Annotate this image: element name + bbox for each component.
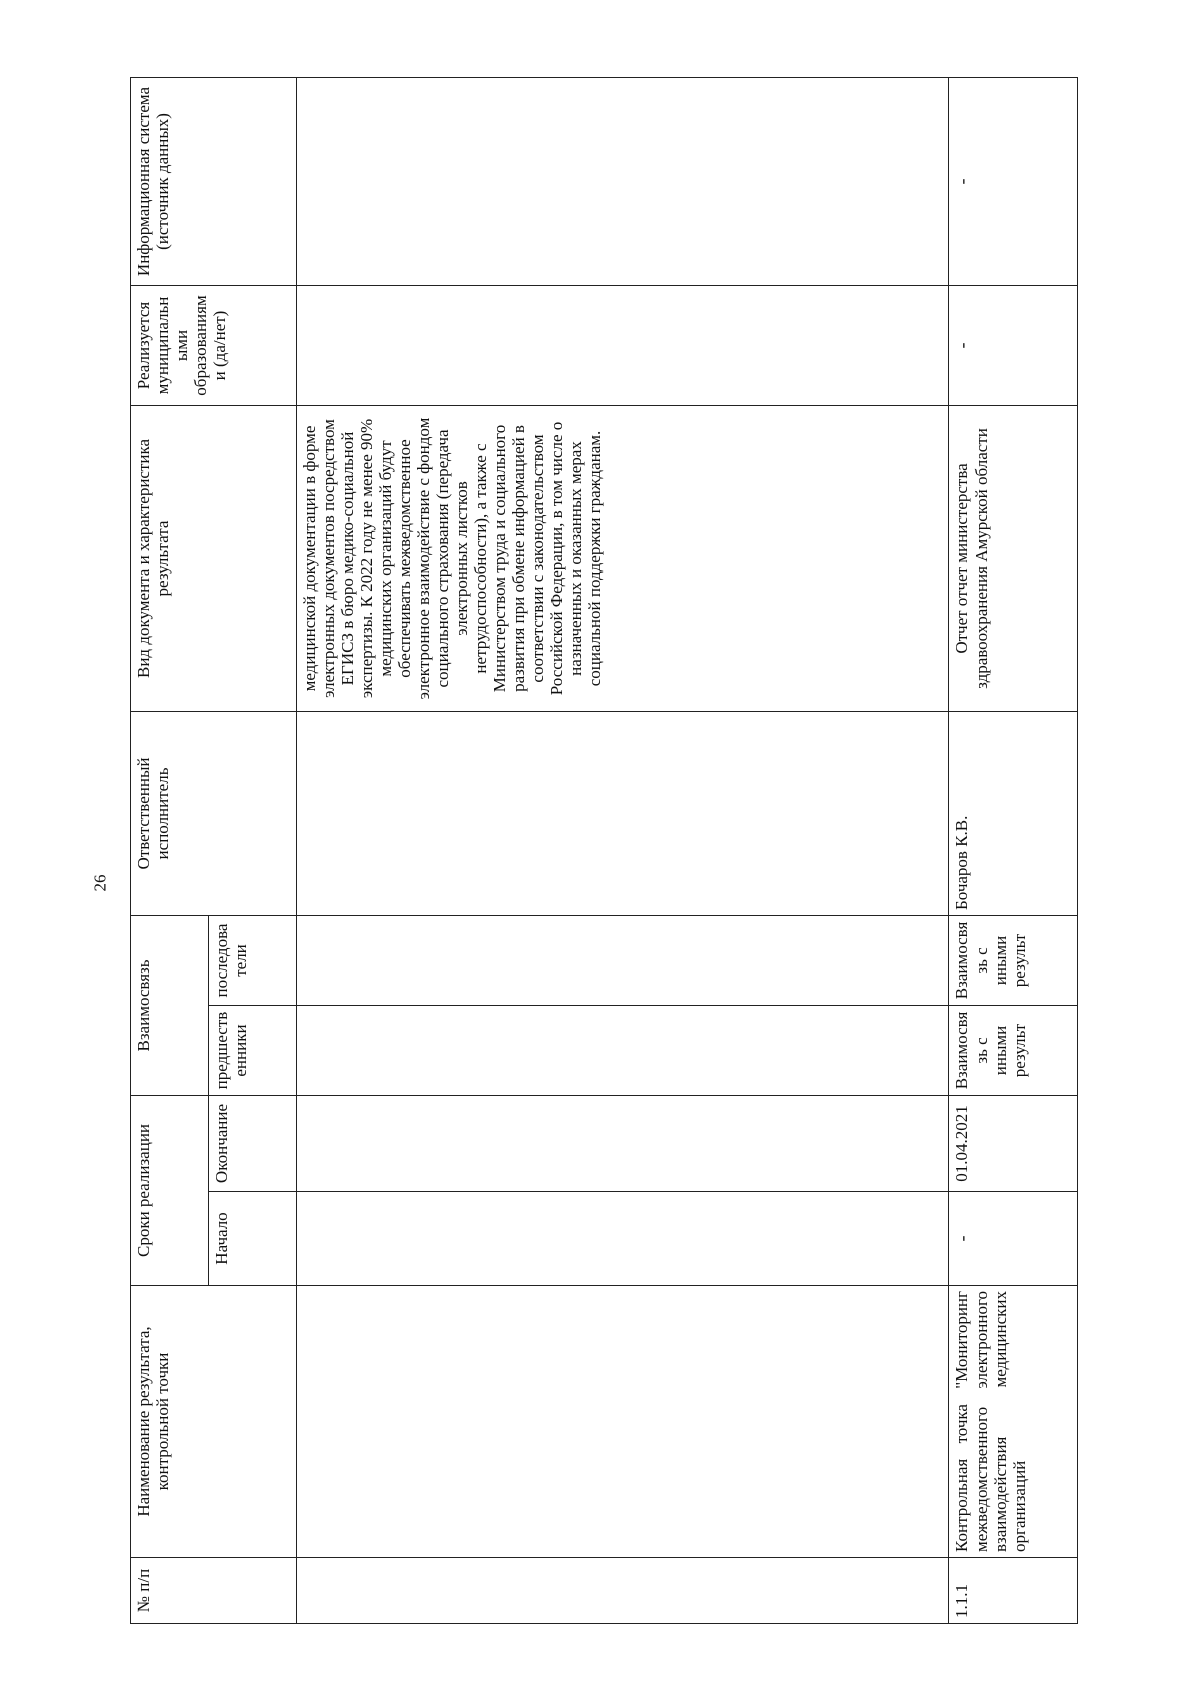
- header-document: Вид документа и характеристика результата: [131, 405, 297, 711]
- cell-info-system: [296, 77, 949, 285]
- cell-responsible: [296, 711, 949, 915]
- cell-municipal: [296, 285, 949, 405]
- cell-responsible: Бочаров К.В.: [949, 711, 1078, 915]
- header-predecessors: предшественники: [208, 1006, 296, 1096]
- cell-name: [296, 1286, 949, 1558]
- cell-document: медицинской документации в форме электронных документов посредством ЕГИСЗ в бюро медико-социальной экспертизы. К 2022 году не менее 90% медицинских организаций будут обеспечивать межведомственное электронное взаимодействие с фондом социального страхования (передача электронных листков нетрудоспособности), а также с Министерством труда и социального развития при обмене информацией в соответствии с законодательством Российской Федерации, в том числе о назначенных и оказанных мерах социальной поддержки гражданам.: [296, 405, 949, 711]
- cell-successors: [296, 915, 949, 1005]
- cell-num: 1.1.1: [949, 1558, 1078, 1624]
- cell-num: [296, 1558, 949, 1624]
- header-row-main: [131, 77, 209, 1623]
- header-link: Взаимосвязь: [131, 915, 209, 1095]
- table-row: [949, 77, 1078, 1623]
- header-successors: последователи: [208, 915, 296, 1005]
- cell-municipal: -: [949, 285, 1078, 405]
- header-municipal: Реализуется муниципальными образованиями (да/нет): [131, 285, 297, 405]
- header-terms: Сроки реализации: [131, 1096, 209, 1286]
- table-row: [296, 77, 949, 1623]
- header-responsible: Ответственный исполнитель: [131, 711, 297, 915]
- results-table: [130, 77, 1078, 1624]
- header-end: Окончание: [208, 1096, 296, 1192]
- cell-start: -: [949, 1192, 1078, 1286]
- cell-predecessors: [296, 1006, 949, 1096]
- header-start: Начало: [208, 1192, 296, 1286]
- header-name: Наименование результата, контрольной точки: [131, 1286, 297, 1558]
- cell-name: Контрольная точка "Мониторинг межведомственного электронного взаимодействия медицинских организаций: [949, 1286, 1078, 1558]
- rotated-table-wrapper: [130, 78, 1078, 1624]
- cell-info-system: -: [949, 77, 1078, 285]
- header-num: № п/п: [131, 1558, 297, 1624]
- page-number: 26: [90, 874, 109, 892]
- cell-end: [296, 1096, 949, 1192]
- cell-document: Отчет отчет министерства здравоохранения Амурской области: [949, 405, 1078, 711]
- header-info-system: Информационная система (источник данных): [131, 77, 297, 285]
- cell-predecessors: Взаимосвязь с иными результ: [949, 1006, 1078, 1096]
- cell-successors: Взаимосвязь с иными результ: [949, 915, 1078, 1005]
- cell-end: 01.04.2021: [949, 1096, 1078, 1192]
- cell-start: [296, 1192, 949, 1286]
